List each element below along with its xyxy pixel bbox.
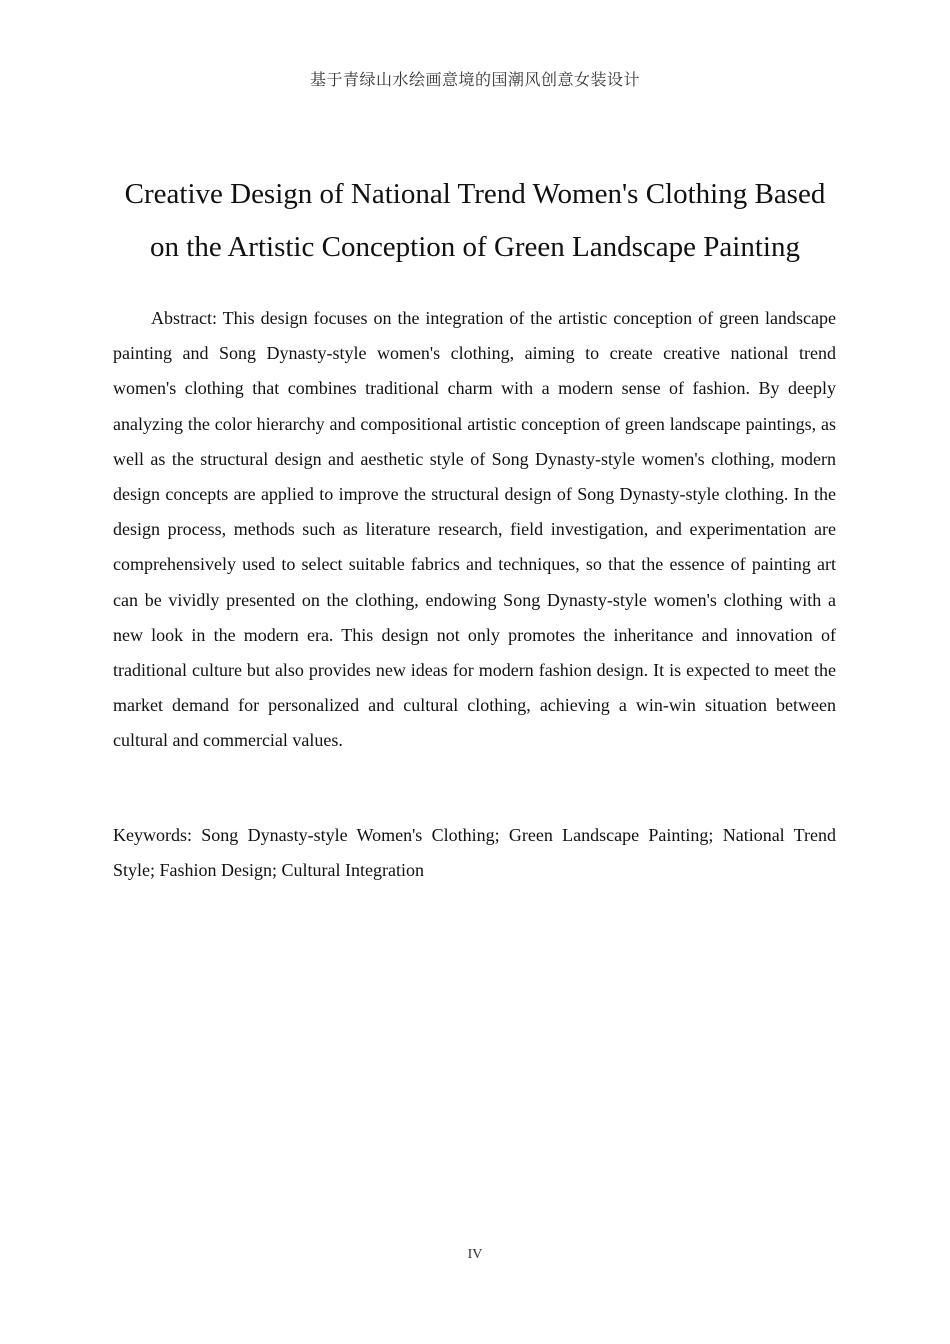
paper-title	[90, 168, 860, 274]
page-number: IV	[467, 1247, 483, 1262]
abstract-paragraph: Abstract: This design focuses on the integration of the artistic conception of green landscape painting and Song Dynasty-style women's clothing, aiming to create creative national trend women's clothing that combines traditional charm with a modern sense of fashion. By deeply analyzing the color hierarchy and compositional artistic conception of green landscape paintings, as well as the structural design and aesthetic style of Song Dynasty-style women's clothing, modern design concepts are applied to improve the structural design of Song Dynasty-style clothing. In the design process, methods such as literature research, field investigation, and experimentation are comprehensively used to select suitable fabrics and techniques, so that the essence of painting art can be vividly presented on the clothing, endowing Song Dynasty-style women's clothing with a new look in the modern era. This design not only promotes the inheritance and innovation of traditional culture but also provides new ideas for modern fashion design. It is expected to meet the market demand for personalized and cultural clothing, achieving a win-win situation between cultural and commercial values.	[113, 308, 836, 751]
paper-title-line-1: Creative Design of National Trend Women's Clothing Based	[124, 178, 826, 210]
running-header: 基于青绿山水绘画意境的国潮风创意女装设计	[309, 72, 640, 89]
keywords-paragraph: Keywords: Song Dynasty-style Women's Clothing; Green Landscape Painting; National Trend Style; Fashion Design; Cultural Integration	[113, 825, 836, 881]
paper-title-line-2: on the Artistic Conception of Green Landscape Painting	[150, 231, 800, 263]
